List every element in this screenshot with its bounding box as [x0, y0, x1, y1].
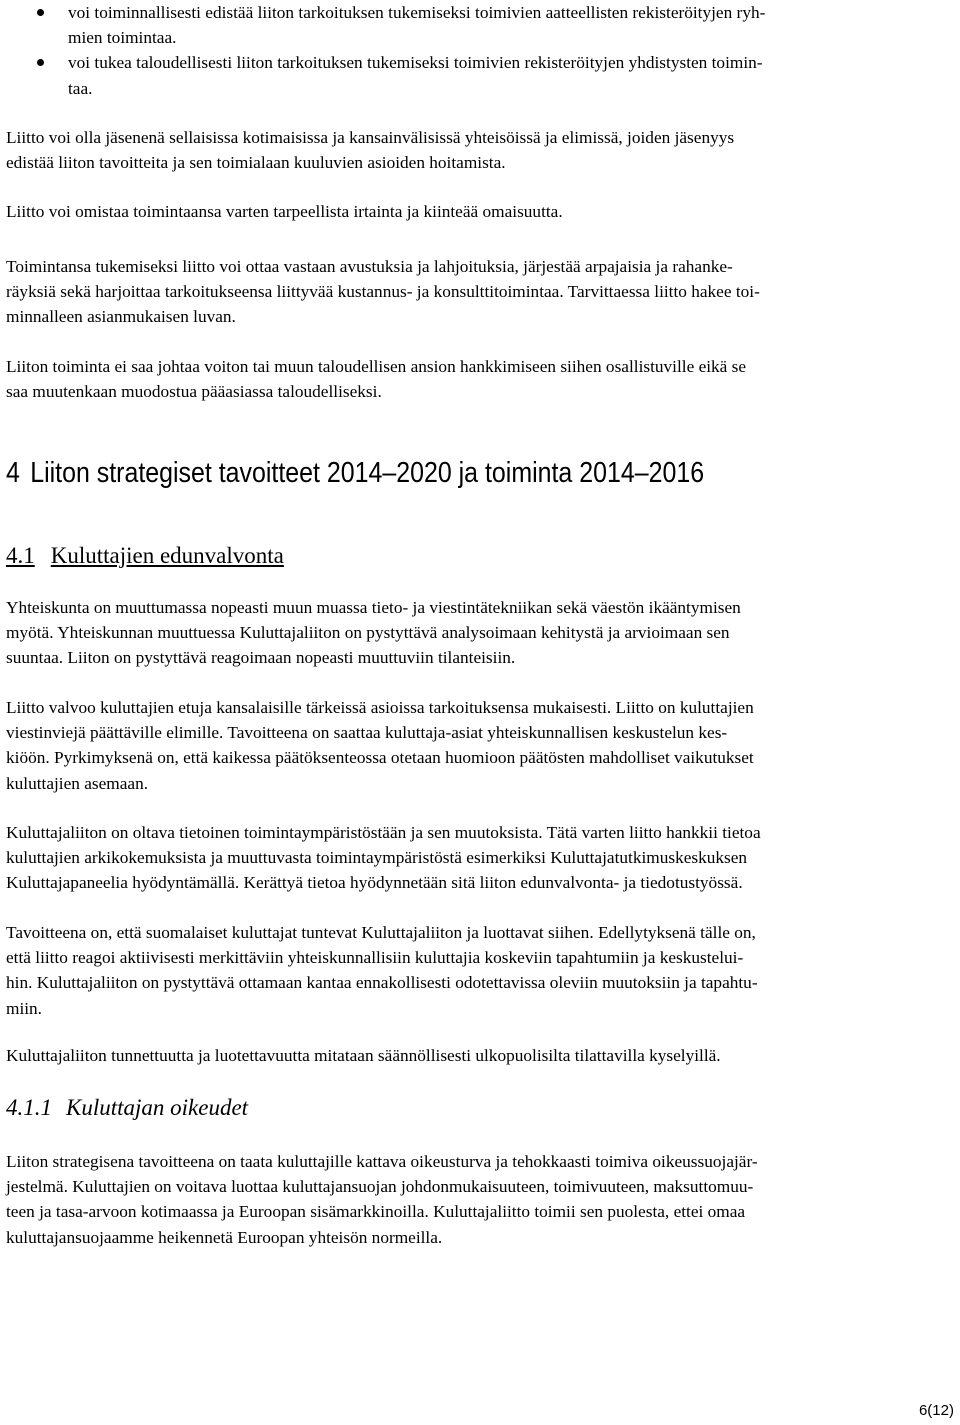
text-line: että liitto reagoi aktiivisesti merkittäviin yhteiskunnallisiin kuluttajia koskeviin tapahtumiin ja keskustelui- — [6, 948, 744, 968]
page-number: 6(12) — [918, 1402, 954, 1419]
paragraph — [6, 125, 952, 175]
text-line: kuluttajien arkikokemuksista ja muuttuvasta toimintaympäristöstä esimerkiksi Kuluttajatutkimuskeskuksen — [6, 848, 748, 868]
text-line: viestinviejä päättäville elimille. Tavoitteena on saattaa kuluttaja-asiat yhteiskunnallisen keskustelun kes- — [6, 723, 728, 743]
subsection-heading — [6, 541, 284, 571]
text-line: kiöön. Pyrkimyksenä on, että kaikessa päätöksenteossa otetaan huomioon päätösten mahdolliset vaikutukset — [6, 748, 754, 768]
text-line: miin. — [6, 998, 43, 1018]
section-number: 4 — [6, 457, 20, 489]
paragraph — [6, 1043, 952, 1068]
text-line: Tavoitteena on, että suomalaiset kuluttajat tuntevat Kuluttajaliiton ja luottavat siihen. Edellytyksenä tälle on, — [6, 923, 756, 942]
text-line: saa muutenkaan muodostua pääasiassa taloudelliseksi. — [6, 382, 382, 402]
text-line: Liiton strategisena tavoitteena on taata kuluttajille kattava oikeusturva ja tehokkaasti toimiva oikeussuojajär- — [6, 1152, 758, 1171]
text-line: voi toiminnallisesti edistää liiton tarkoituksen tukemiseksi toimivien aatteellisten rekisteröityjen ryh- — [68, 3, 766, 22]
section-heading — [6, 455, 704, 491]
text-line: Kuluttajapaneelia hyödyntämällä. Kerättyä tietoa hyödynnetään sitä liiton edunvalvonta- ja tiedotustyössä. — [6, 873, 743, 893]
text-line: suuntaa. Liiton on pystyttävä reagoimaan nopeasti muuttuviin tilanteisiin. — [6, 648, 516, 668]
text-line: taa. — [68, 78, 93, 98]
text-line: mien toimintaa. — [68, 28, 177, 48]
text-line: teen ja tasa-arvoon kotimaassa ja Euroopan sisämarkkinoilla. Kuluttajaliitto toimii sen puolesta, ettei omaa — [6, 1202, 746, 1222]
paragraph — [6, 199, 952, 224]
list-item — [0, 0, 960, 50]
text-line: Liitto voi omistaa toimintaansa varten tarpeellista irtainta ja kiinteää omaisuutta. — [6, 202, 563, 221]
text-line: Toimintansa tukemiseksi liitto voi ottaa vastaan avustuksia ja lahjoituksia, järjestää arpajaisia ja rahanke- — [6, 257, 733, 276]
paragraph — [6, 254, 952, 330]
bullet-icon — [37, 59, 44, 66]
text-line: minnalleen asianmukaisen luvan. — [6, 307, 236, 327]
text-line: räyksiä sekä harjoittaa tarkoitukseensa liittyvää kustannus- ja konsulttitoimintaa. Tarvittaessa liitto hakee toi- — [6, 282, 760, 302]
paragraph — [6, 1149, 952, 1250]
paragraph — [6, 695, 952, 796]
text-line: Liitto voi olla jäsenenä sellaisissa kotimaisissa ja kansainvälisissä yhteisöissä ja elimissä, joiden jäsenyys — [6, 128, 735, 147]
bullet-list — [0, 0, 960, 101]
section-title: Liiton strategiset tavoitteet 2014–2020 ja toiminta 2014–2016 — [30, 457, 705, 489]
subsection-title: Kuluttajien edunvalvonta — [50, 543, 284, 568]
paragraph — [6, 595, 952, 671]
subsection-number: 4.1 — [6, 543, 35, 568]
paragraph — [6, 354, 952, 404]
text-line: edistää liiton tavoitteita ja sen toimialaan kuuluvien asioiden hoitamista. — [6, 153, 506, 173]
text-line: jestelmä. Kuluttajien on voitava luottaa kuluttajansuojan johdonmukaisuuteen, toimivuuteen, maksuttomuu- — [6, 1177, 754, 1197]
text-line: Liiton toiminta ei saa johtaa voiton tai muun taloudellisen ansion hankkimiseen siihen osallistuville eikä se — [6, 357, 747, 376]
list-item — [0, 50, 960, 100]
subsubsection-heading — [6, 1093, 248, 1123]
text-line: Kuluttajaliiton on oltava tietoinen toimintaympäristöstään ja sen muutoksista. Tätä varten liitto hankkii tietoa — [6, 823, 761, 842]
text-line: Liitto valvoo kuluttajien etuja kansalaisille tärkeissä asioissa tarkoituksensa mukaisesti. Liitto on kuluttajien — [6, 698, 754, 717]
text-line: Kuluttajaliiton tunnettuutta ja luotettavuutta mitataan säännöllisesti ulkopuolisilta tilattavilla kyselyillä. — [6, 1046, 721, 1065]
text-line: voi tukea taloudellisesti liiton tarkoituksen tukemiseksi toimivien rekisteröityjen yhdistysten toimin- — [68, 53, 763, 73]
text-line: kuluttajien asemaan. — [6, 773, 149, 793]
paragraph — [6, 920, 952, 1021]
subsubsection-title: Kuluttajan oikeudet — [66, 1095, 249, 1120]
text-line: hin. Kuluttajaliiton on pystyttävä ottamaan kantaa ennakollisesti odotettavissa oleviin muutoksiin ja tapahtu- — [6, 973, 758, 993]
text-line: kuluttajansuojaamme heikennetä Euroopan yhteisön normeilla. — [6, 1227, 443, 1247]
text-line: Yhteiskunta on muuttumassa nopeasti muun muassa tieto- ja viestintätekniikan sekä väestön ikääntymisen — [6, 598, 741, 617]
bullet-icon — [37, 9, 44, 16]
text-line: myötä. Yhteiskunnan muuttuessa Kuluttajaliiton on pystyttävä analysoimaan kehitystä ja arvioimaan sen — [6, 623, 730, 643]
paragraph — [6, 820, 952, 896]
subsubsection-number: 4.1.1 — [6, 1095, 52, 1120]
